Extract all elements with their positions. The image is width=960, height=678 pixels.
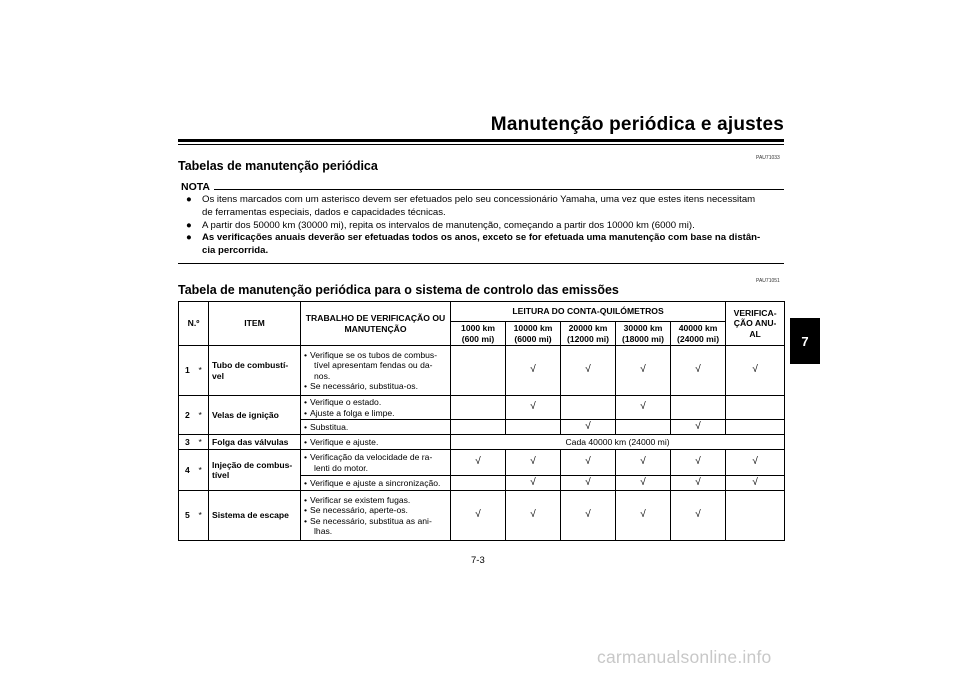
work-line <box>304 422 447 432</box>
nota-line: As verificações anuais deverão ser efetuadas todos os anos, exceto se for efetuada uma manutenção com base na distân- <box>202 232 761 244</box>
check-mark: √ <box>561 450 616 476</box>
row-number: 3 <box>179 435 199 450</box>
section-code: PAU71051 <box>756 278 780 284</box>
maintenance-table <box>178 301 785 541</box>
check-cell <box>506 420 561 435</box>
header-interval <box>506 322 561 346</box>
header-rule-thin <box>178 144 784 145</box>
check-mark: √ <box>561 491 616 541</box>
interval-km: 10000 km <box>513 323 553 334</box>
work-line <box>304 360 447 370</box>
header-rule-thick <box>178 139 784 142</box>
interval-mi: (6000 mi) <box>514 333 552 344</box>
work-line <box>304 463 447 473</box>
watermark: carmanualsonline.info <box>597 647 772 667</box>
check-cell <box>451 420 506 435</box>
work-text: Verifique se os tubos de combus- <box>310 349 438 360</box>
nota-end-rule <box>178 263 784 264</box>
row-work <box>301 435 451 450</box>
check-mark: √ <box>616 476 671 491</box>
check-cell <box>616 420 671 435</box>
row-item: Velas de ignição <box>209 396 301 435</box>
check-mark: √ <box>726 476 785 491</box>
interval-mi: (18000 mi) <box>621 333 665 344</box>
check-mark: √ <box>561 476 616 491</box>
bullet-icon: ● <box>186 194 192 205</box>
work-text: Se necessário, substitua as ani- <box>310 515 432 526</box>
bullet-icon: • <box>304 380 308 391</box>
work-line <box>304 397 447 407</box>
interval-mi: (24000 mi) <box>677 333 720 344</box>
work-line <box>304 478 447 488</box>
header-work: TRABALHO DE VERIFICAÇÃO OU MANUTENÇÃO <box>301 302 451 346</box>
row-work <box>301 450 451 476</box>
work-line <box>304 381 447 391</box>
work-line <box>304 495 447 505</box>
row-number: 5 <box>179 491 199 541</box>
check-mark: √ <box>671 420 726 435</box>
asterisk-marker: * <box>199 346 209 396</box>
nota-line: Os itens marcados com um asterisco devem ser efetuados pelo seu concessionário Yamaha, uma vez que estes itens necessitam <box>202 194 756 205</box>
check-mark: √ <box>561 346 616 396</box>
check-cell <box>726 396 785 420</box>
bullet-icon: ● <box>186 232 192 244</box>
nota-rule <box>214 189 784 190</box>
work-text: lhas. <box>314 525 333 536</box>
interval-km: 1000 km <box>461 323 495 334</box>
bullet-icon: • <box>304 436 308 447</box>
check-mark: √ <box>561 420 616 435</box>
bullet-icon: • <box>304 407 308 418</box>
bullet-icon: • <box>304 452 308 463</box>
work-text: Verificar se existem fugas. <box>310 494 411 505</box>
nota-label: NOTA <box>181 181 210 193</box>
check-mark: √ <box>726 346 785 396</box>
check-mark: √ <box>671 476 726 491</box>
check-mark: √ <box>451 450 506 476</box>
page-header-title: Manutenção periódica e ajustes <box>490 114 784 135</box>
header-item: ITEM <box>209 302 301 346</box>
section-title: Tabela de manutenção periódica para o sistema de controlo das emissões <box>178 283 619 297</box>
work-text: nos. <box>314 370 331 381</box>
work-text: Substitua. <box>310 421 349 432</box>
work-text: Se necessário, substitua-os. <box>310 380 418 391</box>
check-cell <box>726 491 785 541</box>
header-annual: VERIFICA-ÇÃO ANU-AL <box>726 302 785 346</box>
work-line <box>304 437 447 447</box>
work-line <box>304 505 447 515</box>
check-cell <box>726 420 785 435</box>
row-number: 2 <box>179 396 199 435</box>
check-mark: √ <box>616 346 671 396</box>
bullet-icon: • <box>304 349 308 360</box>
row-item: Folga das válvulas <box>209 435 301 450</box>
asterisk-marker: * <box>199 450 209 491</box>
check-mark: √ <box>506 476 561 491</box>
row-work <box>301 476 451 491</box>
work-text: Ajuste a folga e limpe. <box>310 407 395 418</box>
check-mark: √ <box>616 396 671 420</box>
nota-item <box>184 220 784 233</box>
row-work <box>301 491 451 541</box>
row-item: Sistema de escape <box>209 491 301 541</box>
chapter-tab: 7 <box>790 318 820 364</box>
bullet-icon: • <box>304 477 308 488</box>
header-interval <box>451 322 506 346</box>
header-odometer: LEITURA DO CONTA-QUILÓMETROS <box>451 302 726 322</box>
interval-mi: (600 mi) <box>461 333 495 344</box>
work-text: Verifique e ajuste a sincronização. <box>310 477 441 488</box>
check-mark: √ <box>506 346 561 396</box>
interval-mi: (12000 mi) <box>566 333 610 344</box>
header-no: N.º <box>179 302 209 346</box>
work-line <box>304 452 447 462</box>
row-item: Injeção de combus-tível <box>209 450 301 491</box>
nota-line: cia percorrida. <box>202 245 269 257</box>
bullet-icon: • <box>304 421 308 432</box>
bullet-icon: • <box>304 494 308 505</box>
check-cell <box>671 396 726 420</box>
row-number: 1 <box>179 346 199 396</box>
nota-list <box>184 194 784 258</box>
bullet-icon: • <box>304 397 308 408</box>
row-work <box>301 420 451 435</box>
interval-km: 30000 km <box>623 323 663 334</box>
header-interval <box>671 322 726 346</box>
work-line <box>304 350 447 360</box>
nota-item <box>184 232 784 258</box>
check-mark: √ <box>506 491 561 541</box>
check-cell <box>451 476 506 491</box>
work-text: lenti do motor. <box>314 462 368 473</box>
check-mark: √ <box>616 450 671 476</box>
header-interval <box>561 322 616 346</box>
work-text: Se necessário, aperte-os. <box>310 505 408 516</box>
row-work <box>301 346 451 396</box>
work-text: tível apresentam fendas ou da- <box>314 360 433 371</box>
check-mark: √ <box>671 491 726 541</box>
nota-line: de ferramentas especiais, dados e capacidades técnicas. <box>202 206 446 218</box>
work-line <box>304 516 447 526</box>
bullet-icon: • <box>304 515 308 526</box>
check-cell <box>451 396 506 420</box>
interval-km: 20000 km <box>568 323 608 334</box>
check-mark: √ <box>506 396 561 420</box>
page-number: 7-3 <box>471 555 485 566</box>
check-mark: √ <box>671 450 726 476</box>
row-work <box>301 396 451 420</box>
nota-line: A partir dos 50000 km (30000 mi), repita os intervalos de manutenção, começando a partir dos 10000 km (6000 mi). <box>202 219 695 231</box>
header-interval <box>616 322 671 346</box>
check-mark: √ <box>506 450 561 476</box>
bullet-icon: ● <box>186 219 192 231</box>
work-line <box>304 371 447 381</box>
row-number: 4 <box>179 450 199 491</box>
work-text: Verifique o estado. <box>310 397 382 408</box>
bullet-icon: • <box>304 505 308 516</box>
work-line <box>304 526 447 536</box>
work-text: Verificação da velocidade de ra- <box>310 452 433 463</box>
work-text: Verifique e ajuste. <box>310 436 379 447</box>
check-cell <box>451 346 506 396</box>
work-line <box>304 408 447 418</box>
check-mark: √ <box>726 450 785 476</box>
check-mark: √ <box>616 491 671 541</box>
row-item: Tubo de combustí-vel <box>209 346 301 396</box>
asterisk-marker: * <box>199 396 209 435</box>
check-mark: √ <box>671 346 726 396</box>
nota-item <box>184 194 784 220</box>
asterisk-marker: * <box>199 491 209 541</box>
section-code: PAU71033 <box>756 155 780 161</box>
asterisk-marker: * <box>199 435 209 450</box>
interval-km: 40000 km <box>678 323 718 334</box>
section-title: Tabelas de manutenção periódica <box>178 159 378 173</box>
check-mark: √ <box>451 491 506 541</box>
interval-span-text: Cada 40000 km (24000 mi) <box>451 435 785 450</box>
check-cell <box>561 396 616 420</box>
